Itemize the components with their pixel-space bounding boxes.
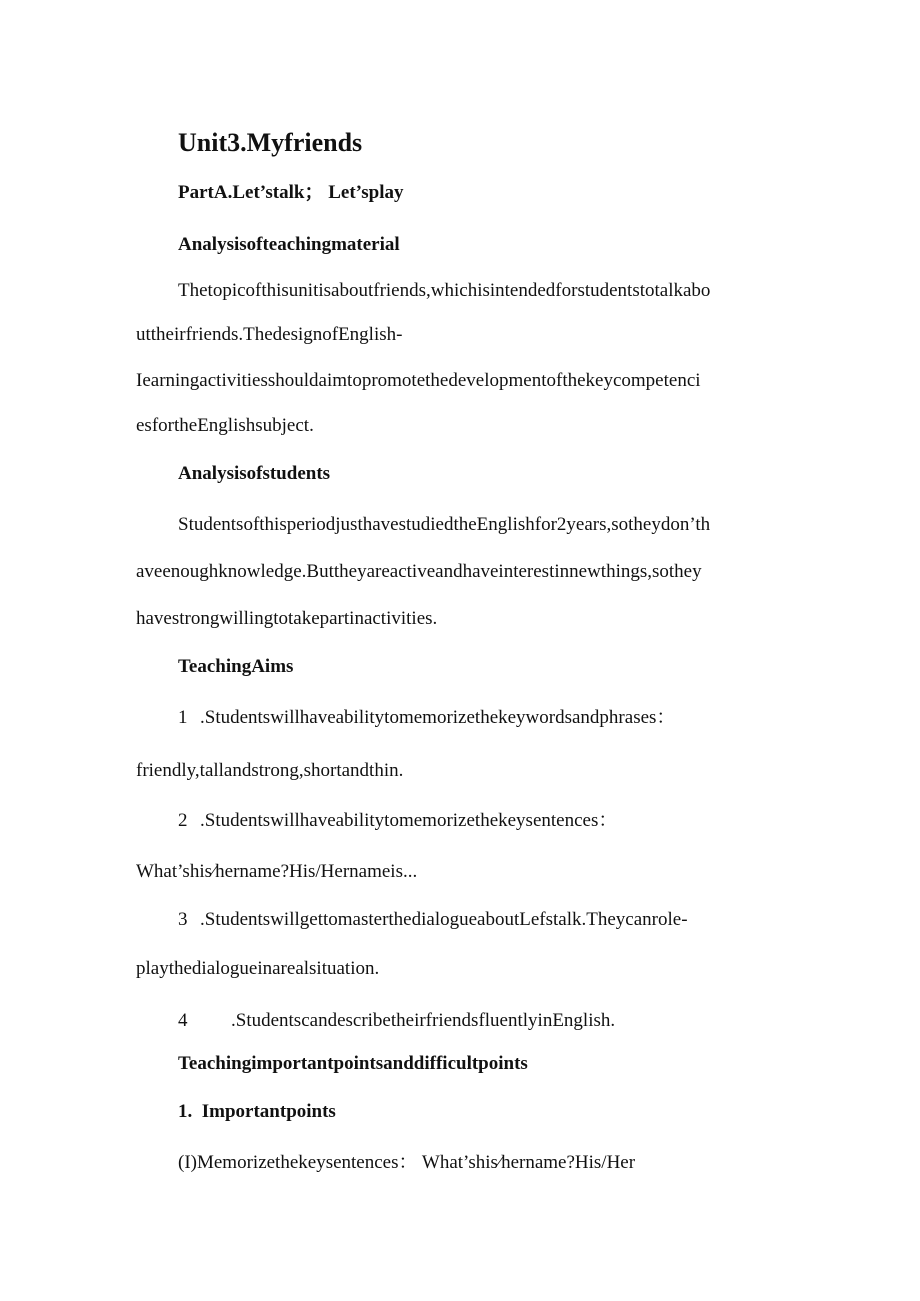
- page-title: Unit3.Myfriends: [178, 128, 363, 157]
- students-line-2: aveenoughknowledge.Buttheyareactiveandhaveinterestinnewthings,sothey: [136, 561, 702, 582]
- students-line-3: havestrongwillingtotakepartinactivities.: [136, 608, 438, 629]
- aim-text: .StudentscandescribetheirfriendsfluentlyinEnglish.: [231, 1010, 616, 1031]
- subheading-important-points: 1. Importantpoints: [178, 1101, 336, 1122]
- students-line-1: StudentsofthisperiodjusthavestudiedtheEnglishfor2years,sotheydon’th: [178, 514, 711, 535]
- aim-number: 3: [178, 909, 188, 930]
- aim-text: .Studentswillhaveabilitytomemorizethekeywordsandphrases：: [200, 707, 676, 728]
- part-subtitle: PartA.Let’stalk； Let’splay: [178, 182, 404, 203]
- aim-text: .StudentswillgettomasterthedialogueaboutLefstalk.Theycanrole-: [200, 909, 688, 930]
- aim-item-4: [178, 1009, 615, 1033]
- aim-number: 1: [178, 707, 188, 728]
- aim-number: 4: [178, 1010, 188, 1031]
- aim-item-3: [178, 908, 688, 932]
- aim-item-2: [178, 809, 617, 833]
- aim-item-3-cont: playthedialogueinarealsituation.: [136, 958, 380, 979]
- aim-item-1: [178, 706, 675, 730]
- aim-number: 2: [178, 810, 188, 831]
- aim-text: .Studentswillhaveabilitytomemorizethekeysentences：: [200, 810, 618, 831]
- aim-item-1-cont: friendly,tallandstrong,shortandthin.: [136, 760, 404, 781]
- material-line-1: Thetopicofthisunitisaboutfriends,whichisintendedforstudentstotalkabo: [178, 280, 711, 301]
- section-heading-aims: TeachingAims: [178, 656, 294, 677]
- aim-item-2-cont: What’shis∕hername?His/Hernameis...: [136, 861, 418, 882]
- material-line-4: esfortheEnglishsubject.: [136, 415, 314, 436]
- section-heading-material: Analysisofteachingmaterial: [178, 234, 400, 255]
- important-points-line-1: (I)Memorizethekeysentences： What’shis∕hername?His/Her: [178, 1152, 636, 1173]
- material-line-2: uttheirfriends.ThedesignofEnglish-: [136, 324, 403, 345]
- section-heading-students: Analysisofstudents: [178, 463, 331, 484]
- section-heading-points: Teachingimportantpointsanddifficultpoints: [178, 1053, 528, 1074]
- material-line-3: Iearningactivitiesshouldaimtopromotethedevelopmentofthekeycompetenci: [136, 370, 701, 391]
